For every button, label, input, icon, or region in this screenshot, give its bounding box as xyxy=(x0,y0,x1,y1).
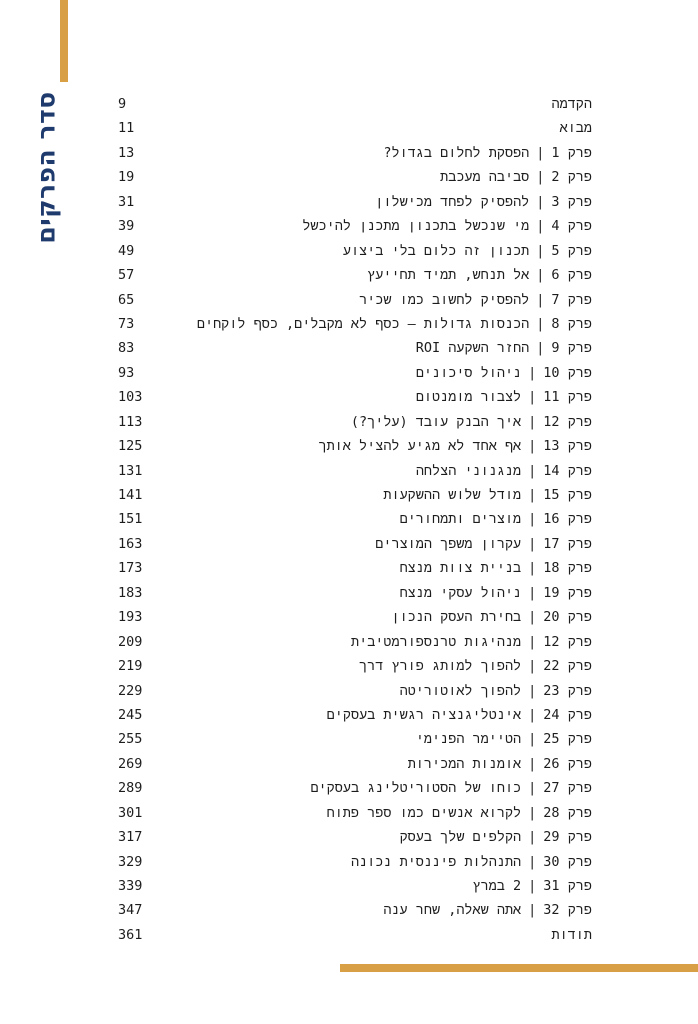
toc-entry xyxy=(118,776,592,800)
toc-separator: | xyxy=(528,438,537,455)
toc-chapter-label: פרק 24 xyxy=(543,706,592,723)
toc-chapter-title: בניית צוות מנצח xyxy=(399,560,522,577)
toc-entry-text xyxy=(391,605,592,629)
toc-chapter-title: איך הבנק עובד (עליך?) xyxy=(350,413,522,430)
toc-entry-text xyxy=(359,654,592,678)
toc-entry-text xyxy=(408,752,592,776)
toc-chapter-label: פרק 16 xyxy=(543,511,592,528)
toc-entry-text xyxy=(383,483,592,507)
toc-page-number: 49 xyxy=(118,242,135,259)
toc-chapter-label: פרק 25 xyxy=(543,731,592,748)
toc-separator: | xyxy=(528,902,537,919)
toc-page-number: 13 xyxy=(118,144,135,161)
toc-chapter-title: מנגנוני הצלחה xyxy=(415,462,522,479)
toc-entry xyxy=(118,556,592,580)
toc-entry xyxy=(118,507,592,531)
toc-entry-text xyxy=(416,385,592,409)
toc-chapter-title: להפסיק לפחד מכישלון xyxy=(375,193,530,210)
toc-entry-text xyxy=(400,679,592,703)
toc-separator: | xyxy=(528,535,537,552)
toc-page-number: 229 xyxy=(118,682,143,699)
toc-separator: | xyxy=(536,218,545,235)
toc-chapter-title: להפוך למותג פורץ דרך xyxy=(359,658,522,675)
top-accent-bar xyxy=(60,0,68,82)
toc-entry-text xyxy=(551,92,592,116)
toc-separator: | xyxy=(528,609,537,626)
toc-chapter-title: הקלפים שלך בעסק xyxy=(399,829,522,846)
toc-separator: | xyxy=(536,193,545,210)
toc-entry xyxy=(118,459,592,483)
toc-separator: | xyxy=(536,315,545,332)
toc-entry-text xyxy=(302,214,592,238)
toc-entry xyxy=(118,92,592,116)
toc-entry-text xyxy=(400,825,592,849)
toc-entry-text xyxy=(375,190,592,214)
toc-separator: | xyxy=(528,364,537,381)
toc-chapter-title: מוצרים ותמחורים xyxy=(399,511,522,528)
toc-entry xyxy=(118,874,592,898)
toc-page-number: 339 xyxy=(118,878,143,894)
toc-chapter-label: פרק 14 xyxy=(543,462,592,479)
toc-entry-text xyxy=(375,532,592,556)
toc-chapter-title: ניהול סיכונים xyxy=(415,364,522,381)
toc-entry xyxy=(118,850,592,874)
toc-chapter-title: ניהול עסקי מנצח xyxy=(399,584,522,601)
toc-entry xyxy=(118,336,592,360)
toc-entry-text xyxy=(367,263,592,287)
toc-separator: | xyxy=(528,511,537,528)
toc-page-number: 151 xyxy=(118,511,143,528)
toc-page-number: 301 xyxy=(118,804,143,821)
toc-chapter-title: אל תנחש, תמיד תחייעץ xyxy=(367,267,530,284)
toc-page-number: 269 xyxy=(118,755,143,772)
toc-entry xyxy=(118,703,592,727)
toc-entry-text xyxy=(400,556,592,580)
toc-chapter-label: פרק 1 xyxy=(551,144,592,161)
toc-entry xyxy=(118,581,592,605)
toc-separator: | xyxy=(536,291,545,308)
toc-chapter-label: פרק 8 xyxy=(551,315,592,332)
toc-entry-text xyxy=(359,288,592,312)
toc-chapter-title: תכנון זה כלום בלי ביצוע xyxy=(342,242,530,259)
toc-separator: | xyxy=(528,804,537,821)
toc-chapter-label: פרק 27 xyxy=(543,780,592,797)
toc-entry-text xyxy=(351,410,592,434)
toc-chapter-title: 2 במרץ xyxy=(472,878,522,894)
toc-page-number: 39 xyxy=(118,218,135,235)
toc-chapter-title: הטיימר הפנימי xyxy=(415,731,522,748)
toc-separator: | xyxy=(536,340,545,357)
toc-entry xyxy=(118,679,592,703)
toc-entry xyxy=(118,434,592,458)
toc-page-number: 317 xyxy=(118,829,143,846)
toc-page-number: 193 xyxy=(118,609,143,626)
toc-separator: | xyxy=(528,633,537,650)
toc-chapter-title: החזר השקעה ROI xyxy=(415,340,530,357)
toc-chapter-title: להפוך לאוטוריטה xyxy=(399,682,522,699)
toc-page-number: 103 xyxy=(118,389,143,406)
toc-separator: | xyxy=(528,584,537,601)
toc-page-number: 255 xyxy=(118,731,143,748)
toc-page-number: 173 xyxy=(118,560,143,577)
toc-entry xyxy=(118,239,592,263)
toc-chapter-title: מי שנכשל בתכנון מתכנן להיכשל xyxy=(302,218,530,235)
toc-page-number: 31 xyxy=(118,193,135,210)
toc-chapter-label: פרק 23 xyxy=(543,682,592,699)
toc-page-number: 73 xyxy=(118,315,135,332)
toc-separator: | xyxy=(536,267,545,284)
toc-separator: | xyxy=(528,853,537,870)
toc-page-number: 347 xyxy=(118,902,143,919)
toc-chapter-title: לקרוא אנשים כמו ספר פתוח xyxy=(326,804,522,821)
toc-entry xyxy=(118,385,592,409)
toc-entry xyxy=(118,361,592,385)
toc-entry-text xyxy=(440,165,592,189)
toc-entry-text xyxy=(416,336,592,360)
toc-chapter-title: כוחו של הסטוריטלינג בעסקים xyxy=(310,780,522,797)
toc-entry xyxy=(118,727,592,751)
toc-entry-text xyxy=(472,874,592,898)
toc-chapter-label: פרק 31 xyxy=(543,878,592,894)
toc-entry xyxy=(118,410,592,434)
toc-page-number: 329 xyxy=(118,853,143,870)
toc-separator: | xyxy=(528,829,537,846)
toc-entry xyxy=(118,190,592,214)
toc-chapter-label: פרק 2 xyxy=(551,169,592,186)
toc-chapter-title: מודל שלוש ההשקעות xyxy=(383,487,522,503)
page-title-text: סדר הפרקים xyxy=(31,90,61,244)
toc-separator: | xyxy=(528,731,537,748)
toc-entry-text xyxy=(416,459,592,483)
toc-entry-text xyxy=(327,703,592,727)
toc-chapter-label: פרק 12 xyxy=(543,633,592,650)
toc-chapter-title: תודות xyxy=(551,926,592,943)
toc-entry-text xyxy=(383,898,592,922)
toc-entry-text xyxy=(351,630,592,654)
toc-entry xyxy=(118,801,592,825)
toc-chapter-title: אינטליגנציה רגשית בעסקים xyxy=(326,706,522,723)
toc-entry xyxy=(118,923,592,947)
toc-entry-text xyxy=(197,312,592,336)
toc-entry xyxy=(118,312,592,336)
toc-page-number: 11 xyxy=(118,120,135,137)
toc-separator: | xyxy=(536,169,545,186)
toc-page-number: 219 xyxy=(118,658,143,675)
toc-separator: | xyxy=(528,780,537,797)
toc-entry xyxy=(118,532,592,556)
toc-entry xyxy=(118,116,592,140)
toc-chapter-title: אף אחד לא מגיע להציל אותך xyxy=(318,438,522,455)
toc-separator: | xyxy=(528,878,537,894)
toc-chapter-label: פרק 32 xyxy=(543,902,592,919)
toc-separator: | xyxy=(528,462,537,479)
toc-separator: | xyxy=(528,706,537,723)
toc-entry xyxy=(118,214,592,238)
toc-chapter-title: להפסיק לחשוב כמו שכיר xyxy=(359,291,530,308)
toc-page-number: 289 xyxy=(118,780,143,797)
toc-entry-text xyxy=(327,801,592,825)
toc-separator: | xyxy=(528,682,537,699)
toc-chapter-title: אומנות המכירות xyxy=(407,755,522,772)
toc-page-number: 125 xyxy=(118,438,143,455)
toc-page-number: 9 xyxy=(118,96,127,112)
page-title xyxy=(24,90,68,244)
toc-chapter-label: פרק 7 xyxy=(551,291,592,308)
toc-chapter-label: פרק 5 xyxy=(551,242,592,259)
toc-entry-text xyxy=(400,581,592,605)
toc-chapter-title: הכנסות גדולות – כסף לא מקבלים, כסף לוקחים xyxy=(196,315,530,332)
toc-entry xyxy=(118,654,592,678)
toc-page-number: 57 xyxy=(118,267,135,284)
toc-chapter-label: פרק 10 xyxy=(543,364,592,381)
toc-page-number: 113 xyxy=(118,413,143,430)
toc-chapter-label: פרק 3 xyxy=(551,193,592,210)
toc-page-number: 361 xyxy=(118,926,143,943)
toc-page-number: 93 xyxy=(118,364,135,381)
toc-separator: | xyxy=(536,144,545,161)
toc-entry-text xyxy=(383,141,592,165)
toc-entry xyxy=(118,165,592,189)
toc-chapter-label: פרק 22 xyxy=(543,658,592,675)
toc-page-number: 245 xyxy=(118,706,143,723)
bottom-accent-bar xyxy=(340,964,698,972)
toc-chapter-title: לצבור מומנטום xyxy=(415,389,522,406)
toc-page-number: 163 xyxy=(118,535,143,552)
toc-page-number: 141 xyxy=(118,487,143,503)
toc-chapter-label: פרק 18 xyxy=(543,560,592,577)
toc-chapter-label: פרק 28 xyxy=(543,804,592,821)
toc-separator: | xyxy=(528,755,537,772)
toc-chapter-title: הקדמה xyxy=(551,96,592,112)
toc-entry xyxy=(118,752,592,776)
toc-chapter-title: הפסקת לחלום בגדול? xyxy=(383,144,530,161)
toc-page-number: 83 xyxy=(118,340,135,357)
toc-chapter-title: אתה שאלה, שחר ענה xyxy=(383,902,522,919)
toc-chapter-title: מבוא xyxy=(559,120,592,137)
toc-chapter-title: עקרון משפך המוצרים xyxy=(375,535,522,552)
toc-page-number: 65 xyxy=(118,291,135,308)
toc-page-number: 19 xyxy=(118,169,135,186)
toc-entry-text xyxy=(343,239,592,263)
toc-chapter-label: פרק 11 xyxy=(543,389,592,406)
toc-separator: | xyxy=(536,242,545,259)
toc-entry-text xyxy=(400,507,592,531)
toc-chapter-label: פרק 9 xyxy=(551,340,592,357)
toc-chapter-label: פרק 20 xyxy=(543,609,592,626)
toc-entry xyxy=(118,263,592,287)
toc-entry xyxy=(118,605,592,629)
toc-chapter-label: פרק 26 xyxy=(543,755,592,772)
toc-chapter-label: פרק 12 xyxy=(543,413,592,430)
toc-chapter-label: פרק 4 xyxy=(551,218,592,235)
toc-entry-text xyxy=(560,116,592,140)
toc-chapter-label: פרק 30 xyxy=(543,853,592,870)
toc-entry-text xyxy=(551,923,592,947)
toc-entry-text xyxy=(351,850,592,874)
toc-chapter-title: התנהלות פיננסית נכונה xyxy=(350,853,522,870)
toc-chapter-label: פרק 15 xyxy=(543,487,592,503)
toc-chapter-label: פרק 29 xyxy=(543,829,592,846)
toc-separator: | xyxy=(528,389,537,406)
toc-chapter-title: סביבה מעכבת xyxy=(440,169,530,186)
toc-entry xyxy=(118,141,592,165)
toc-entry xyxy=(118,483,592,507)
toc-chapter-label: פרק 13 xyxy=(543,438,592,455)
toc-entry xyxy=(118,630,592,654)
toc-entry-text xyxy=(310,776,592,800)
toc-separator: | xyxy=(528,560,537,577)
toc-page-number: 209 xyxy=(118,633,143,650)
toc-entry xyxy=(118,288,592,312)
toc-separator: | xyxy=(528,658,537,675)
toc-entry-text xyxy=(416,361,592,385)
toc-page-number: 183 xyxy=(118,584,143,601)
toc-chapter-title: מנהיגות טרנספורמטיבית xyxy=(351,633,522,650)
table-of-contents xyxy=(118,92,592,947)
toc-chapter-label: פרק 19 xyxy=(543,584,592,601)
toc-separator: | xyxy=(528,487,537,503)
toc-page-number: 131 xyxy=(118,462,143,479)
toc-chapter-title: בחירת העסק הנכון xyxy=(391,609,522,626)
toc-separator: | xyxy=(528,413,537,430)
toc-chapter-label: פרק 17 xyxy=(543,535,592,552)
toc-entry xyxy=(118,898,592,922)
toc-chapter-label: פרק 6 xyxy=(551,267,592,284)
toc-entry-text xyxy=(318,434,592,458)
toc-entry xyxy=(118,825,592,849)
toc-entry-text xyxy=(416,727,592,751)
